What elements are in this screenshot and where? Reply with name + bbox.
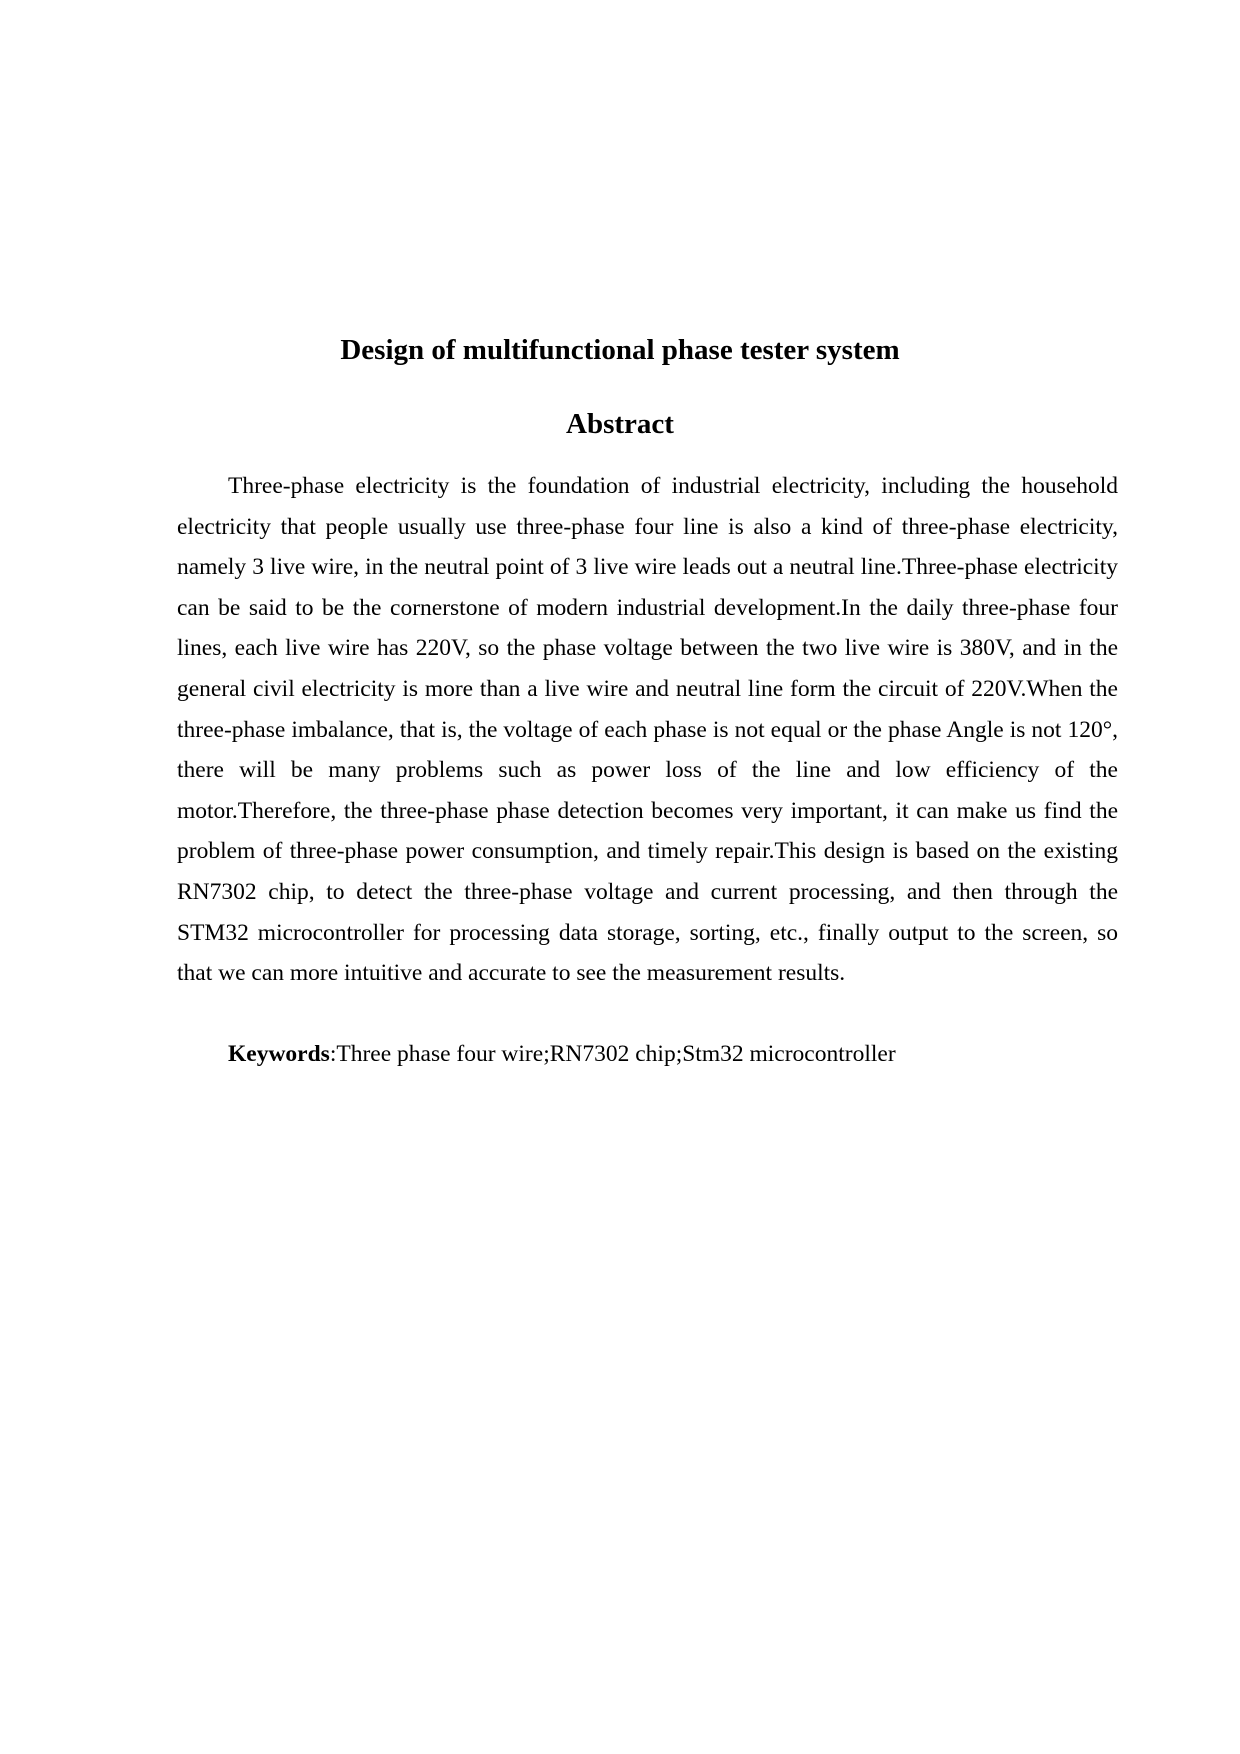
keywords-label: Keywords: [228, 1041, 330, 1067]
abstract-paragraph: Three-phase electricity is the foundation of industrial electricity, including the household electricity that people usually use three-phase four line is also a kind of three-phase electricity, namely 3 live wire, in the neutral point of 3 live wire leads out a neutral line.Three-phase electricity can be said to be the cornerstone of modern industrial development.In the daily three-phase four lines, each live wire has 220V, so the phase voltage between the two live wire is 380V, and in the general civil electricity is more than a live wire and neutral line form the circuit of 220V.When the three-phase imbalance, that is, the voltage of each phase is not equal or the phase Angle is not 120°, there will be many problems such as power loss of the line and low efficiency of the motor.Therefore, the three-phase phase detection becomes very important, it can make us find the problem of three-phase power consumption, and timely repair.This design is based on the existing RN7302 chip, to detect the three-phase voltage and current processing, and then through the STM32 microcontroller for processing data storage, sorting, etc., finally output to the screen, so that we can more intuitive and accurate to see the measurement results.: [177, 473, 1118, 987]
keywords-separator: :: [329, 1041, 337, 1067]
abstract-heading: Abstract: [566, 408, 674, 440]
document-title: Design of multifunctional phase tester system: [340, 334, 900, 366]
keywords-line: [228, 1034, 1118, 1075]
keywords-text: Three phase four wire;RN7302 chip;Stm32 microcontroller: [336, 1041, 896, 1067]
